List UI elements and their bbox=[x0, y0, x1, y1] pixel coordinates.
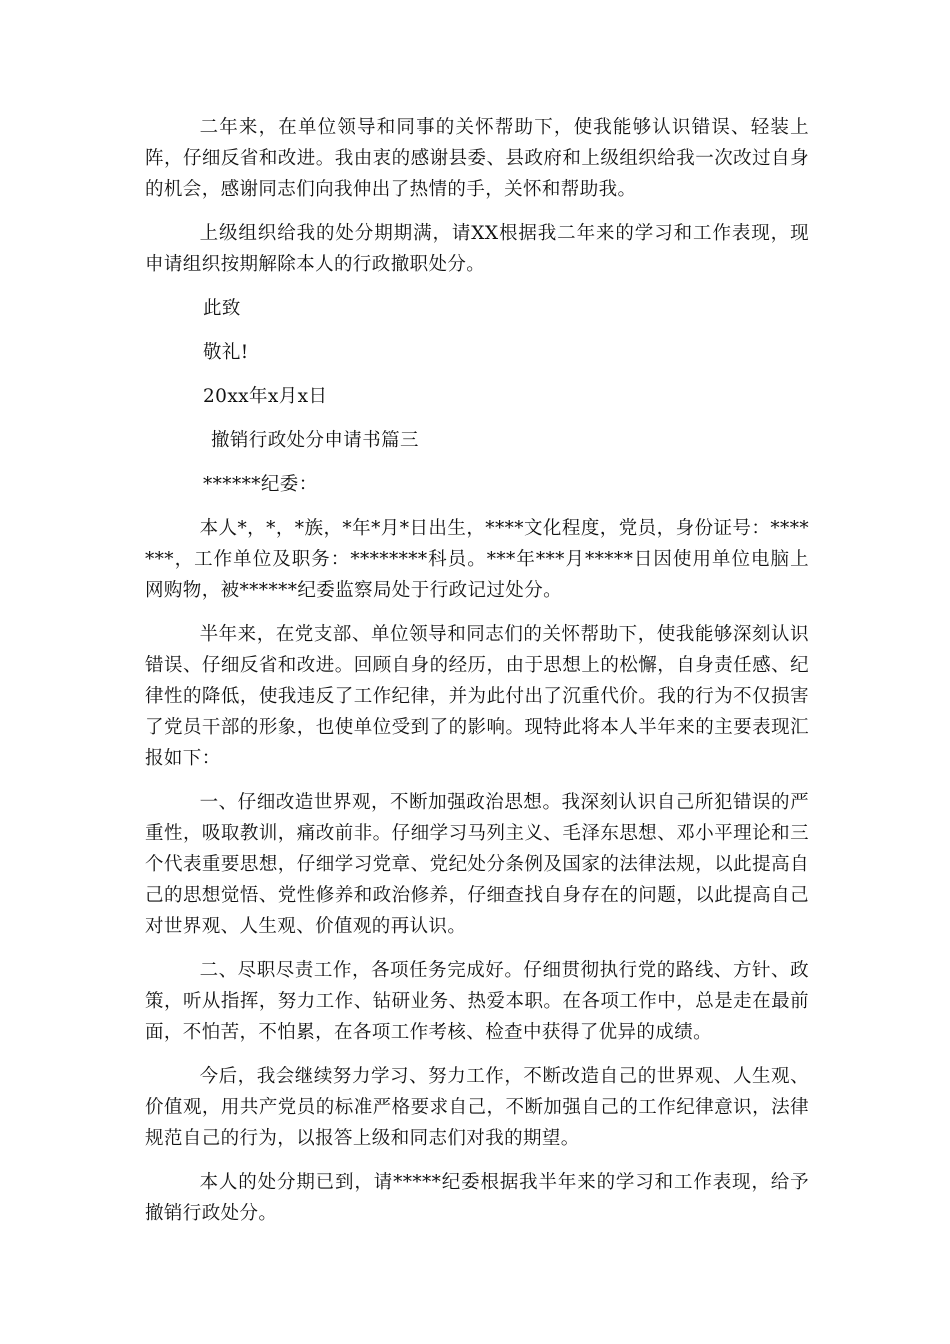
closing-respect: 敬礼! bbox=[203, 342, 249, 363]
document-body bbox=[145, 112, 809, 1242]
paragraph-final-request: 本人的处分期已到，请*****纪委根据我半年来的学习和工作表现，给予撤销行政处分。 bbox=[145, 1172, 809, 1224]
paragraph-future: 今后，我会继续努力学习、努力工作，不断改造自己的世界观、人生观、价值观，用共产党员的标准严格要求自己，不断加强自己的工作纪律意识，法律规范自己的行为，以报答上级和同志们对我的期望。 bbox=[145, 1066, 809, 1149]
addressee: ******纪委： bbox=[203, 474, 318, 495]
paragraph-point-one: 一、仔细改造世界观，不断加强政治思想。我深刻认识自己所犯错误的严重性，吸取教训，痛改前非。仔细学习马列主义、毛泽东思想、邓小平理论和三个代表重要思想，仔细学习党章、党纪处分条例及国家的法律法规，以此提高自己的思想觉悟、党性修养和政治修养，仔细查找自身存在的问题，以此提高自己对世界观、人生观、价值观的再认识。 bbox=[145, 792, 809, 937]
paragraph-gratitude: 二年来，在单位领导和同事的关怀帮助下，使我能够认识错误、轻装上阵，仔细反省和改进。我由衷的感谢县委、县政府和上级组织给我一次改过自身的机会，感谢同志们向我伸出了热情的手，关怀和帮助我。 bbox=[145, 117, 809, 200]
section-heading: 撤销行政处分申请书篇三 bbox=[211, 430, 419, 451]
paragraph-personal-info: 本人*，*，*族，*年*月*日出生，****文化程度，党员，身份证号：*******，工作单位及职务：********科员。***年***月*****日因使用单位电脑上网购物，被******纪委监察局处于行政记过处分。 bbox=[145, 518, 809, 601]
paragraph-point-two: 二、尽职尽责工作，各项任务完成好。仔细贯彻执行党的路线、方针、政策，听从指挥，努力工作、钻研业务、热爱本职。在各项工作中，总是走在最前面，不怕苦，不怕累，在各项工作考核、检查中获得了优异的成绩。 bbox=[145, 960, 809, 1043]
closing-salutation: 此致 bbox=[203, 298, 241, 319]
paragraph-request: 上级组织给我的处分期期满，请XX根据我二年来的学习和工作表现，现申请组织按期解除本人的行政撤职处分。 bbox=[145, 223, 809, 275]
letter-date: 20xx年x月x日 bbox=[203, 386, 328, 407]
paragraph-reflection: 半年来，在党支部、单位领导和同志们的关怀帮助下，使我能够深刻认识错误、仔细反省和改进。回顾自身的经历，由于思想上的松懈，自身责任感、纪律性的降低，使我违反了工作纪律，并为此付出了沉重代价。我的行为不仅损害了党员干部的形象，也使单位受到了的影响。现特此将本人半年来的主要表现汇报如下： bbox=[145, 624, 809, 769]
